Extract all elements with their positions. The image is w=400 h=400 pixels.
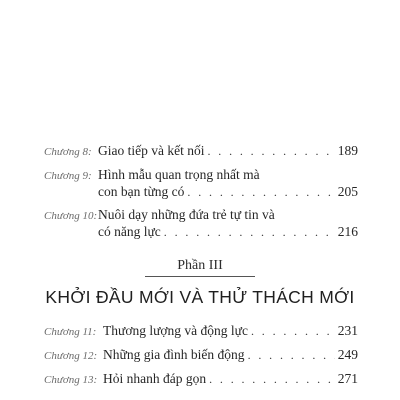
chapter-label: Chương 9: bbox=[44, 170, 92, 182]
chapter-title: Giao tiếp và kết nối bbox=[98, 143, 205, 158]
page-number: 189 bbox=[337, 143, 358, 158]
toc-line bbox=[98, 184, 358, 200]
dot-leader bbox=[164, 225, 335, 240]
chapter-label: Chương 13: bbox=[44, 374, 98, 386]
part-title: KHỞI ĐẦU MỚI VÀ THỬ THÁCH MỚI bbox=[45, 287, 355, 307]
page-number: 271 bbox=[337, 371, 358, 386]
chapter-label: Chương 8: bbox=[44, 146, 92, 158]
toc-line bbox=[98, 143, 358, 159]
chapter-title: Hình mẫu quan trọng nhất mà bbox=[98, 167, 260, 182]
page-number: 249 bbox=[337, 347, 358, 362]
chapter-label: Chương 11: bbox=[44, 326, 97, 338]
part-label: Phần III bbox=[177, 258, 223, 273]
dot-leader bbox=[187, 185, 334, 200]
chapter-title-continued: con bạn từng có bbox=[98, 184, 185, 199]
dot-leader bbox=[209, 372, 335, 387]
chapter-title: Nuôi dạy những đứa trẻ tự tin và bbox=[98, 207, 275, 222]
toc-line bbox=[98, 224, 358, 240]
chapter-title: Những gia đình biến động bbox=[103, 347, 245, 362]
page-number: 216 bbox=[337, 224, 358, 239]
dot-leader bbox=[251, 324, 335, 339]
chapter-title: Thương lượng và động lực bbox=[103, 323, 248, 338]
dot-leader bbox=[207, 144, 334, 159]
chapter-label: Chương 12: bbox=[44, 350, 98, 362]
toc-line bbox=[98, 207, 358, 223]
toc-line bbox=[98, 167, 358, 183]
toc-line bbox=[103, 323, 358, 339]
part-divider bbox=[145, 276, 255, 277]
dot-leader bbox=[248, 348, 335, 363]
chapter-title: Hỏi nhanh đáp gọn bbox=[103, 371, 207, 386]
chapter-label: Chương 10: bbox=[44, 210, 98, 222]
page-number: 205 bbox=[337, 184, 358, 199]
chapter-title-continued: có năng lực bbox=[98, 224, 161, 239]
page-number: 231 bbox=[337, 323, 358, 338]
toc-line bbox=[103, 371, 358, 387]
toc-line bbox=[103, 347, 358, 363]
